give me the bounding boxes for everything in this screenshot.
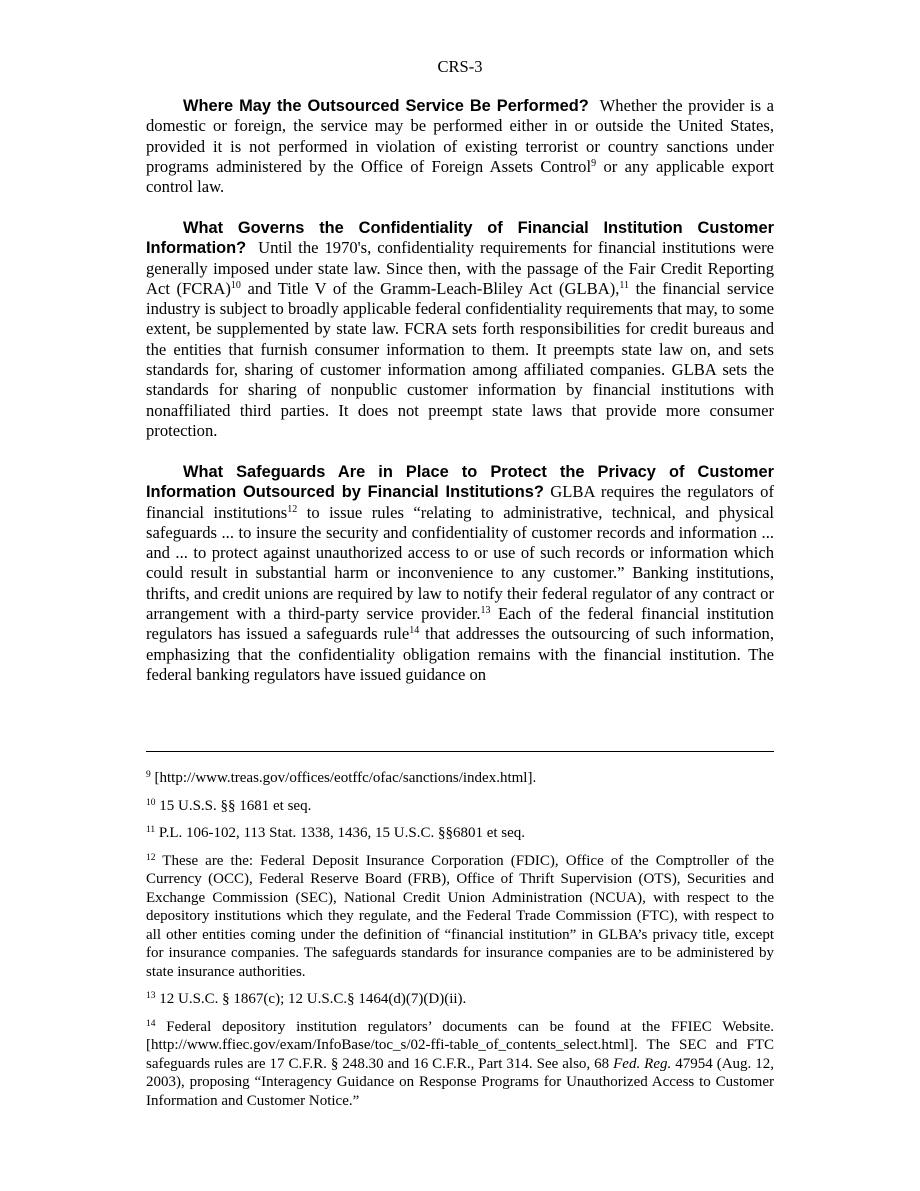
footnote-text: Federal depository institution regulators’ documents can be found at the FFIEC Website. [http://www.ffiec.gov/exam/InfoBase/toc_s/02-ffi-table_of_contents_select.html]. The SEC and FTC safeguards rules are 17 C.F.R. § 248.30 and 16 C.F.R., Part 314. See also, 68 [146, 1018, 774, 1072]
footnote-number: 10 [146, 797, 156, 808]
footnote-number: 11 [146, 825, 156, 835]
paragraph-body: Until the 1970's, confidentiality requirements for financial institutions were generally imposed under state law. Since then, with the passage of the Fair Credit Reporting Act (FCRA) [146, 238, 774, 298]
footnote-number: 12 [146, 852, 156, 863]
paragraph-safeguards [146, 462, 774, 685]
footnote-divider [146, 751, 774, 752]
footnote-number: 13 [146, 991, 156, 1001]
page-header: CRS-3 [437, 57, 483, 76]
paragraph-body: or any applicable export control law. [146, 156, 775, 197]
paragraph-text [146, 462, 774, 685]
paragraph-body: to issue rules “relating to administrative, technical, and physical safeguards ... to insure the security and confidentiality of customer records and information ... and ... to protect against unauthorized access to or use of such records or information which could result in substantial harm or inconvenience to any customer.” Banking institutions, thrifts, and credit unions are required by law to notify their federal regulator of any contract or arrangement with a third-party service provider. [146, 502, 774, 624]
footnote-ref: 11 [619, 279, 630, 291]
footnote-ref: 12 [287, 503, 298, 515]
paragraph-text [146, 218, 774, 441]
footnote-9 [146, 769, 774, 788]
footnote-ref: 10 [230, 279, 241, 291]
footnote-italic-citation: Fed. Reg. [613, 1055, 672, 1072]
footnote-ref: 14 [409, 625, 420, 637]
footnote-ref: 9 [591, 157, 597, 169]
paragraph-body: the financial service industry is subject to broadly applicable federal confidentiality requirements that may, to some extent, be supplemented by state law. FCRA sets forth responsibilities for credit bureaus and the entities that furnish consumer information to them. It preempts state law on, and sets standards for, sharing of customer information among affiliated companies. GLBA sets the standards for sharing of nonpublic customer information by financial institutions with nonaffiliated third parties. It does not preempt state laws that provide more consumer protection. [146, 278, 774, 440]
paragraph-heading: What Governs the Confidentiality of Financial Institution Customer Information? [146, 219, 774, 258]
paragraph-body: Whether the provider is a domestic or foreign, the service may be performed either in or outside the United States, provided it is not performed in violation of existing terrorist or country sanctions under programs administered by the Office of Foreign Assets Control [146, 96, 775, 176]
footnote-14 [146, 1018, 774, 1111]
footnote-number: 14 [146, 1018, 156, 1029]
footnote-10 [146, 797, 774, 816]
footnote-text: 47954 (Aug. 12, 2003), proposing “Interagency Guidance on Response Programs for Unauthorized Access to Customer Information and Customer Notice.” [146, 1055, 775, 1109]
paragraph-body: Each of the federal financial institution regulators has issued a safeguards rule [146, 604, 774, 644]
footnote-text: [http://www.treas.gov/offices/eotffc/ofac/sanctions/index.html]. [150, 770, 537, 786]
footnote-ref: 13 [480, 605, 491, 617]
paragraph-heading: Where May the Outsourced Service Be Performed? [183, 97, 589, 115]
footnote-number: 9 [146, 770, 151, 780]
paragraph-text [146, 96, 774, 197]
paragraph-body: GLBA requires the regulators of financial institutions [146, 482, 774, 522]
footnote-12 [146, 852, 774, 982]
footnote-11 [146, 824, 774, 843]
footnote-13 [146, 990, 774, 1009]
paragraph-body: and Title V of the Gramm-Leach-Bliley Act (GLBA), [240, 278, 620, 298]
footnotes [146, 769, 774, 1119]
paragraph-body: that addresses the outsourcing of such information, emphasizing that the confidentiality obligation remains with the financial institution. The federal banking regulators have issued guidance on [146, 624, 774, 684]
paragraph-confidentiality [146, 218, 774, 441]
footnote-text: 15 U.S.S. §§ 1681 et seq. [155, 797, 312, 814]
footnote-text: P.L. 106-102, 113 Stat. 1338, 1436, 15 U.S.C. §§6801 et seq. [155, 825, 526, 841]
footnote-text: 12 U.S.C. § 1867(c); 12 U.S.C.§ 1464(d)(7)(D)(ii). [155, 991, 467, 1007]
paragraph-outsourced-service [146, 96, 774, 197]
paragraph-heading: What Safeguards Are in Place to Protect the Privacy of Customer Information Outsourced by Financial Institutions? [146, 463, 774, 502]
footnote-text: These are the: Federal Deposit Insurance Corporation (FDIC), Office of the Comptroller of the Currency (OCC), Federal Reserve Board (FRB), Office of Thrift Supervision (OTS), Securities and Exchange Commission (SEC), National Credit Union Administration (NCUA), with respect to the depository institutions which they regulate, and the Federal Trade Commission (FTC), with respect to all other entities coming under the definition of “financial institution” in GLBA’s privacy title, except for insurance companies. The safeguards standards for insurance companies are to be administered by state insurance authorities. [146, 852, 774, 980]
